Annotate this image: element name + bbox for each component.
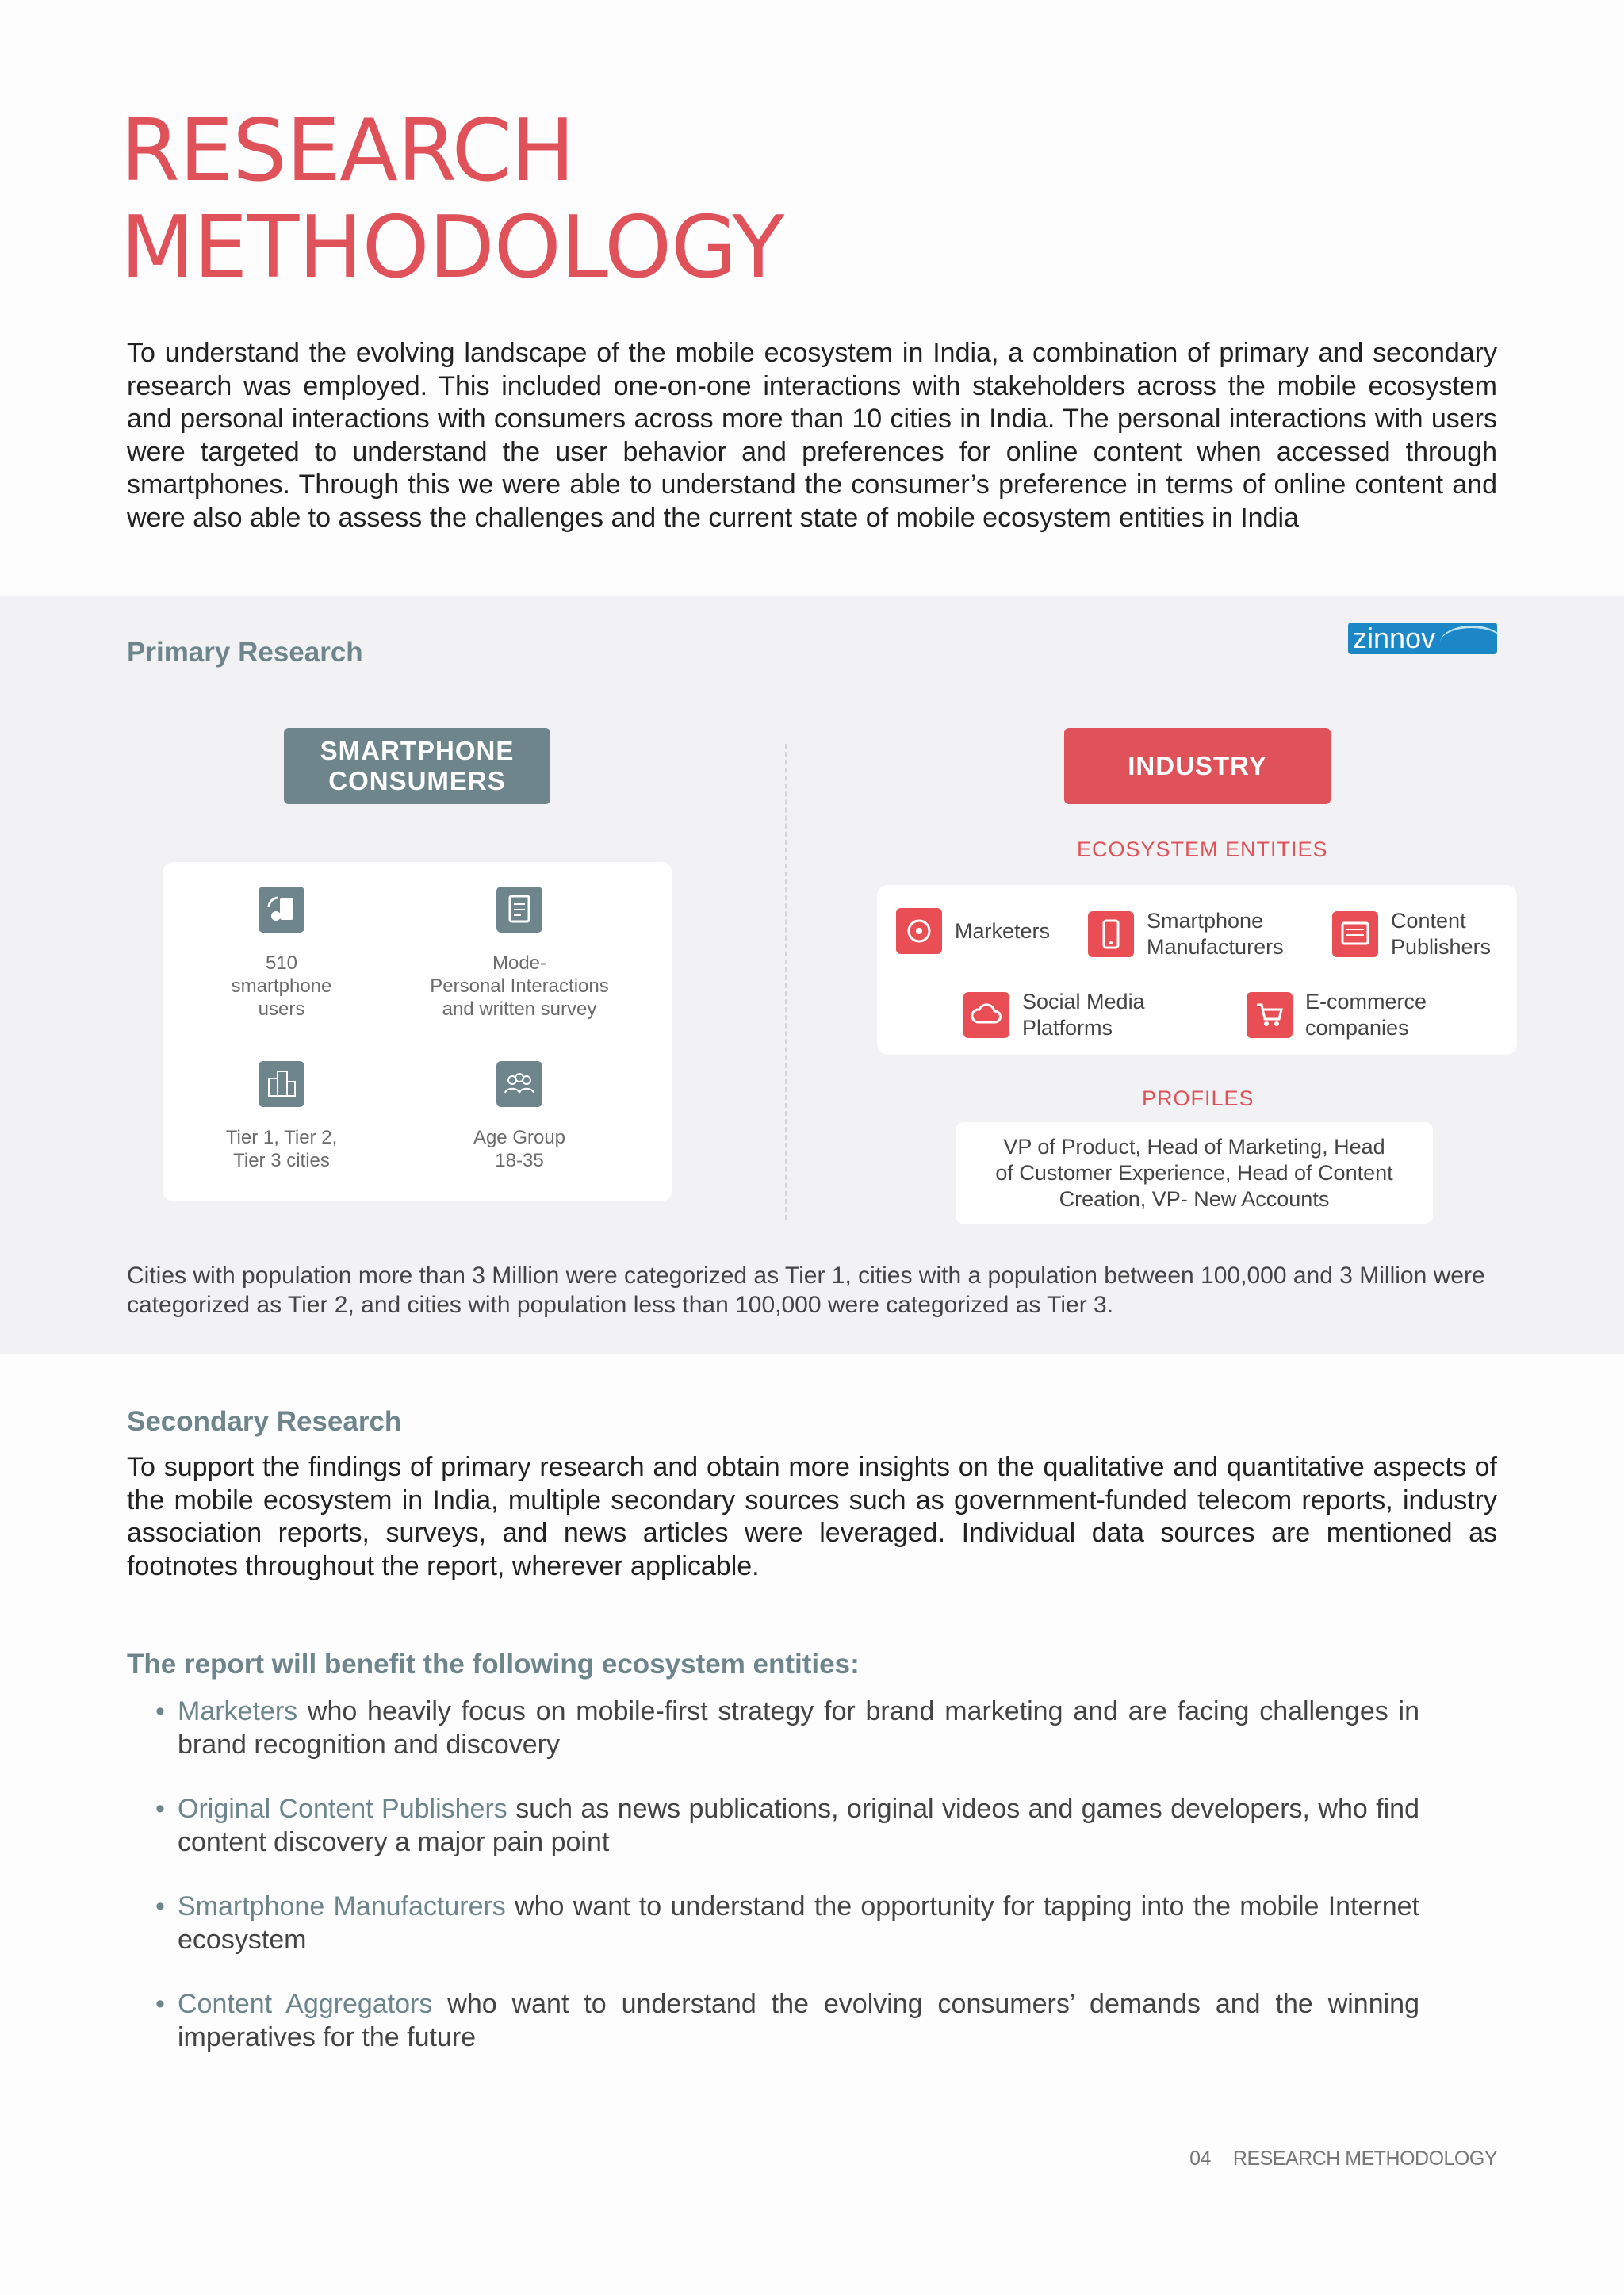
benefits-heading: The report will benefit the following ecosystem entities:: [127, 1649, 860, 1680]
city-icon: [259, 1061, 304, 1107]
entity-ecommerce-line-2: companies: [1305, 1016, 1409, 1040]
logo-text: zinnov: [1353, 623, 1436, 654]
secondary-research-heading: Secondary Research: [127, 1406, 402, 1437]
page-number: 04: [1189, 2147, 1211, 2170]
smartphone-users-icon: [259, 887, 304, 933]
title-line-2: METHODOLOGY: [121, 198, 784, 297]
industry-header: INDUSTRY: [1064, 728, 1331, 804]
marketers-icon: [896, 908, 942, 954]
entity-content-publishers: [1332, 908, 1491, 960]
stat-users-line-3: users: [258, 998, 305, 1020]
entity-content-line-2: Publishers: [1391, 935, 1492, 959]
stat-tiers: [163, 1061, 400, 1172]
benefit-text: who want to understand the evolving consumers’ demands and the winning imperatives for the future: [178, 1989, 1419, 2052]
title-line-1: RESEARCH: [121, 102, 575, 201]
stat-age-line-1: Age Group: [473, 1127, 566, 1148]
entity-marketers: [896, 908, 1050, 954]
benefit-highlight: Smartphone Manufacturers: [178, 1891, 506, 1921]
ecosystem-entities-label: ECOSYSTEM ENTITIES: [1077, 837, 1328, 861]
profiles-box: [956, 1122, 1433, 1224]
page-footer: [1158, 2147, 1497, 2170]
entity-social-line-2: Platforms: [1022, 1016, 1113, 1040]
stat-tiers-line-2: Tier 3 cities: [233, 1150, 330, 1171]
smartphone-consumers-header: [284, 728, 550, 804]
primary-research-heading: Primary Research: [127, 637, 363, 668]
stat-users-line-2: smartphone: [231, 975, 332, 997]
benefit-text: who heavily focus on mobile-first strategy for brand marketing and are facing challenges in brand recognition and discovery: [178, 1696, 1419, 1760]
benefit-highlight: Original Content Publishers: [178, 1794, 508, 1824]
list-item: [151, 1793, 1419, 1859]
stat-mode-line-3: and written survey: [442, 998, 597, 1020]
benefit-highlight: Marketers: [178, 1696, 298, 1726]
page-title: [121, 103, 783, 297]
footer-section-title: RESEARCH METHODOLOGY: [1232, 2147, 1497, 2170]
stat-users: [163, 887, 400, 1021]
intro-paragraph: To understand the evolving landscape of the mobile ecosystem in India, a combination of primary and secondary research was employed. This included one-on-one interactions with stakeholders across the mobile ecosystem and personal interactions with consumers across more than 10 cities in India. The personal interactions with users were targeted to understand the user behavior and preferences for online content when accessed through smartphones. Through this we were able to understand the consumer’s preference in terms of online content and were also able to assess the challenges and the current state of mobile ecosystem entities in India: [127, 338, 1497, 533]
entity-smartphone-line-2: Manufacturers: [1147, 935, 1284, 959]
survey-icon: [496, 887, 542, 933]
logo-swoosh-icon: [1440, 626, 1497, 654]
list-item: [151, 1891, 1419, 1956]
list-item: [151, 1988, 1419, 2054]
column-divider: [785, 744, 787, 1220]
stat-tiers-line-1: Tier 1, Tier 2,: [225, 1127, 338, 1148]
stat-mode-line-1: Mode-: [492, 952, 547, 974]
profiles-line-3: Creation, VP- New Accounts: [1059, 1186, 1330, 1211]
tier-definition-note: Cities with population more than 3 Million were categorized as Tier 1, cities with a population between 100,000 and 3 Million were categorized as Tier 2, and cities with population less than 100,000 were categorized as Tier 3.: [127, 1262, 1485, 1318]
benefit-text: who want to understand the opportunity for tapping into the mobile Internet ecosystem: [178, 1891, 1419, 1955]
entity-smartphone-line-1: Smartphone: [1147, 909, 1264, 933]
entity-social-line-1: Social Media: [1022, 990, 1145, 1013]
stat-mode: [400, 887, 638, 1021]
entity-content-line-1: Content: [1391, 909, 1466, 933]
social-media-icon: [963, 992, 1009, 1038]
cart-icon: [1247, 992, 1293, 1038]
secondary-research-paragraph: To support the findings of primary research and obtain more insights on the qualitative and quantitative aspects of the mobile ecosystem in India, multiple secondary sources such as government-funded telecom reports, industry association reports, surveys, and news articles were leveraged. Individual data sources are mentioned as footnotes throughout the report, wherever applicable.: [127, 1452, 1497, 1581]
entity-ecommerce: [1247, 989, 1427, 1041]
benefits-list: [151, 1695, 1419, 2086]
profiles-line-1: VP of Product, Head of Marketing, Head: [1003, 1134, 1385, 1159]
group-icon: [496, 1061, 542, 1107]
benefit-text: such as news publications, original videos and games developers, who find content discovery a major pain point: [178, 1794, 1419, 1857]
stat-users-line-1: 510: [265, 952, 298, 974]
consumers-title-line-1: SMARTPHONE: [320, 736, 515, 765]
zinnov-logo: [1348, 623, 1497, 654]
entity-smartphone-manufacturers: [1088, 908, 1284, 960]
entity-ecommerce-line-1: E-commerce: [1305, 990, 1427, 1013]
content-publishers-icon: [1332, 911, 1378, 957]
stat-age-line-2: 18-35: [495, 1150, 544, 1171]
stat-mode-line-2: Personal Interactions: [430, 975, 609, 997]
list-item: [151, 1695, 1419, 1761]
profiles-line-2: of Customer Experience, Head of Content: [995, 1160, 1393, 1185]
smartphone-icon: [1088, 911, 1134, 957]
consumers-title-line-2: CONSUMERS: [328, 766, 506, 795]
benefit-highlight: Content Aggregators: [178, 1989, 433, 2019]
stat-age: [400, 1061, 638, 1172]
entity-marketers-label: Marketers: [955, 918, 1051, 943]
entity-social-media: [963, 989, 1145, 1041]
profiles-label: PROFILES: [1142, 1086, 1254, 1110]
